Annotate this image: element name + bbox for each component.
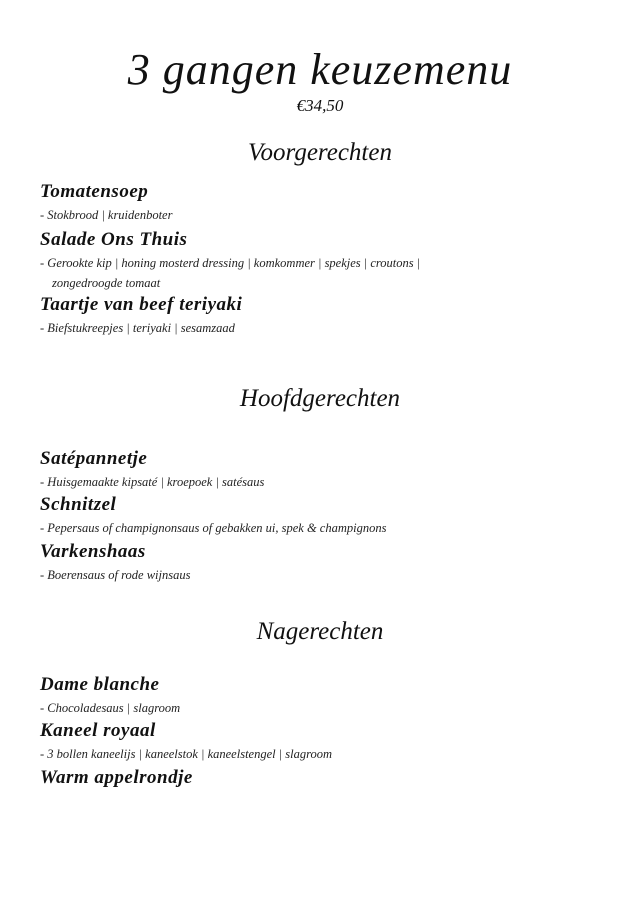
dish-description: - Boerensaus of rode wijnsaus (40, 568, 191, 582)
dish-name: Taartje van beef teriyaki (40, 294, 243, 315)
dish-name: Schnitzel (40, 494, 117, 515)
dish-description: - Biefstukreepjes | teriyaki | sesamzaad (40, 321, 235, 335)
dish-description: - Stokbrood | kruidenboter (40, 208, 173, 222)
dish-description-continued: zongedroogde tomaat (52, 276, 161, 290)
dish-name: Tomatensoep (40, 181, 149, 202)
dish-description: - Huisgemaakte kipsaté | kroepoek | satésaus (40, 475, 265, 489)
section-heading-hoofdgerechten: Hoofdgerechten (239, 385, 401, 412)
dish-name: Satépannetje (40, 448, 148, 469)
dish-name: Dame blanche (40, 674, 160, 695)
dish-description: - 3 bollen kaneelijs | kaneelstok | kaneelstengel | slagroom (40, 747, 333, 761)
dish-name: Kaneel royaal (40, 720, 156, 741)
menu-title: 3 gangen keuzemenu (127, 45, 513, 94)
dish-name: Varkenshaas (40, 541, 146, 562)
dish-description: - Gerookte kip | honing mosterd dressing | komkommer | spekjes | croutons | (40, 256, 421, 270)
dish-description: - Pepersaus of champignonsaus of gebakken ui, spek & champignons (40, 521, 387, 535)
section-heading-nagerechten: Nagerechten (256, 618, 384, 645)
dish-name: Warm appelrondje (40, 767, 193, 788)
section-heading-voorgerechten: Voorgerechten (248, 139, 392, 166)
dish-name: Salade Ons Thuis (40, 229, 188, 250)
menu-price: €34,50 (296, 96, 344, 115)
dish-description: - Chocoladesaus | slagroom (40, 701, 181, 715)
